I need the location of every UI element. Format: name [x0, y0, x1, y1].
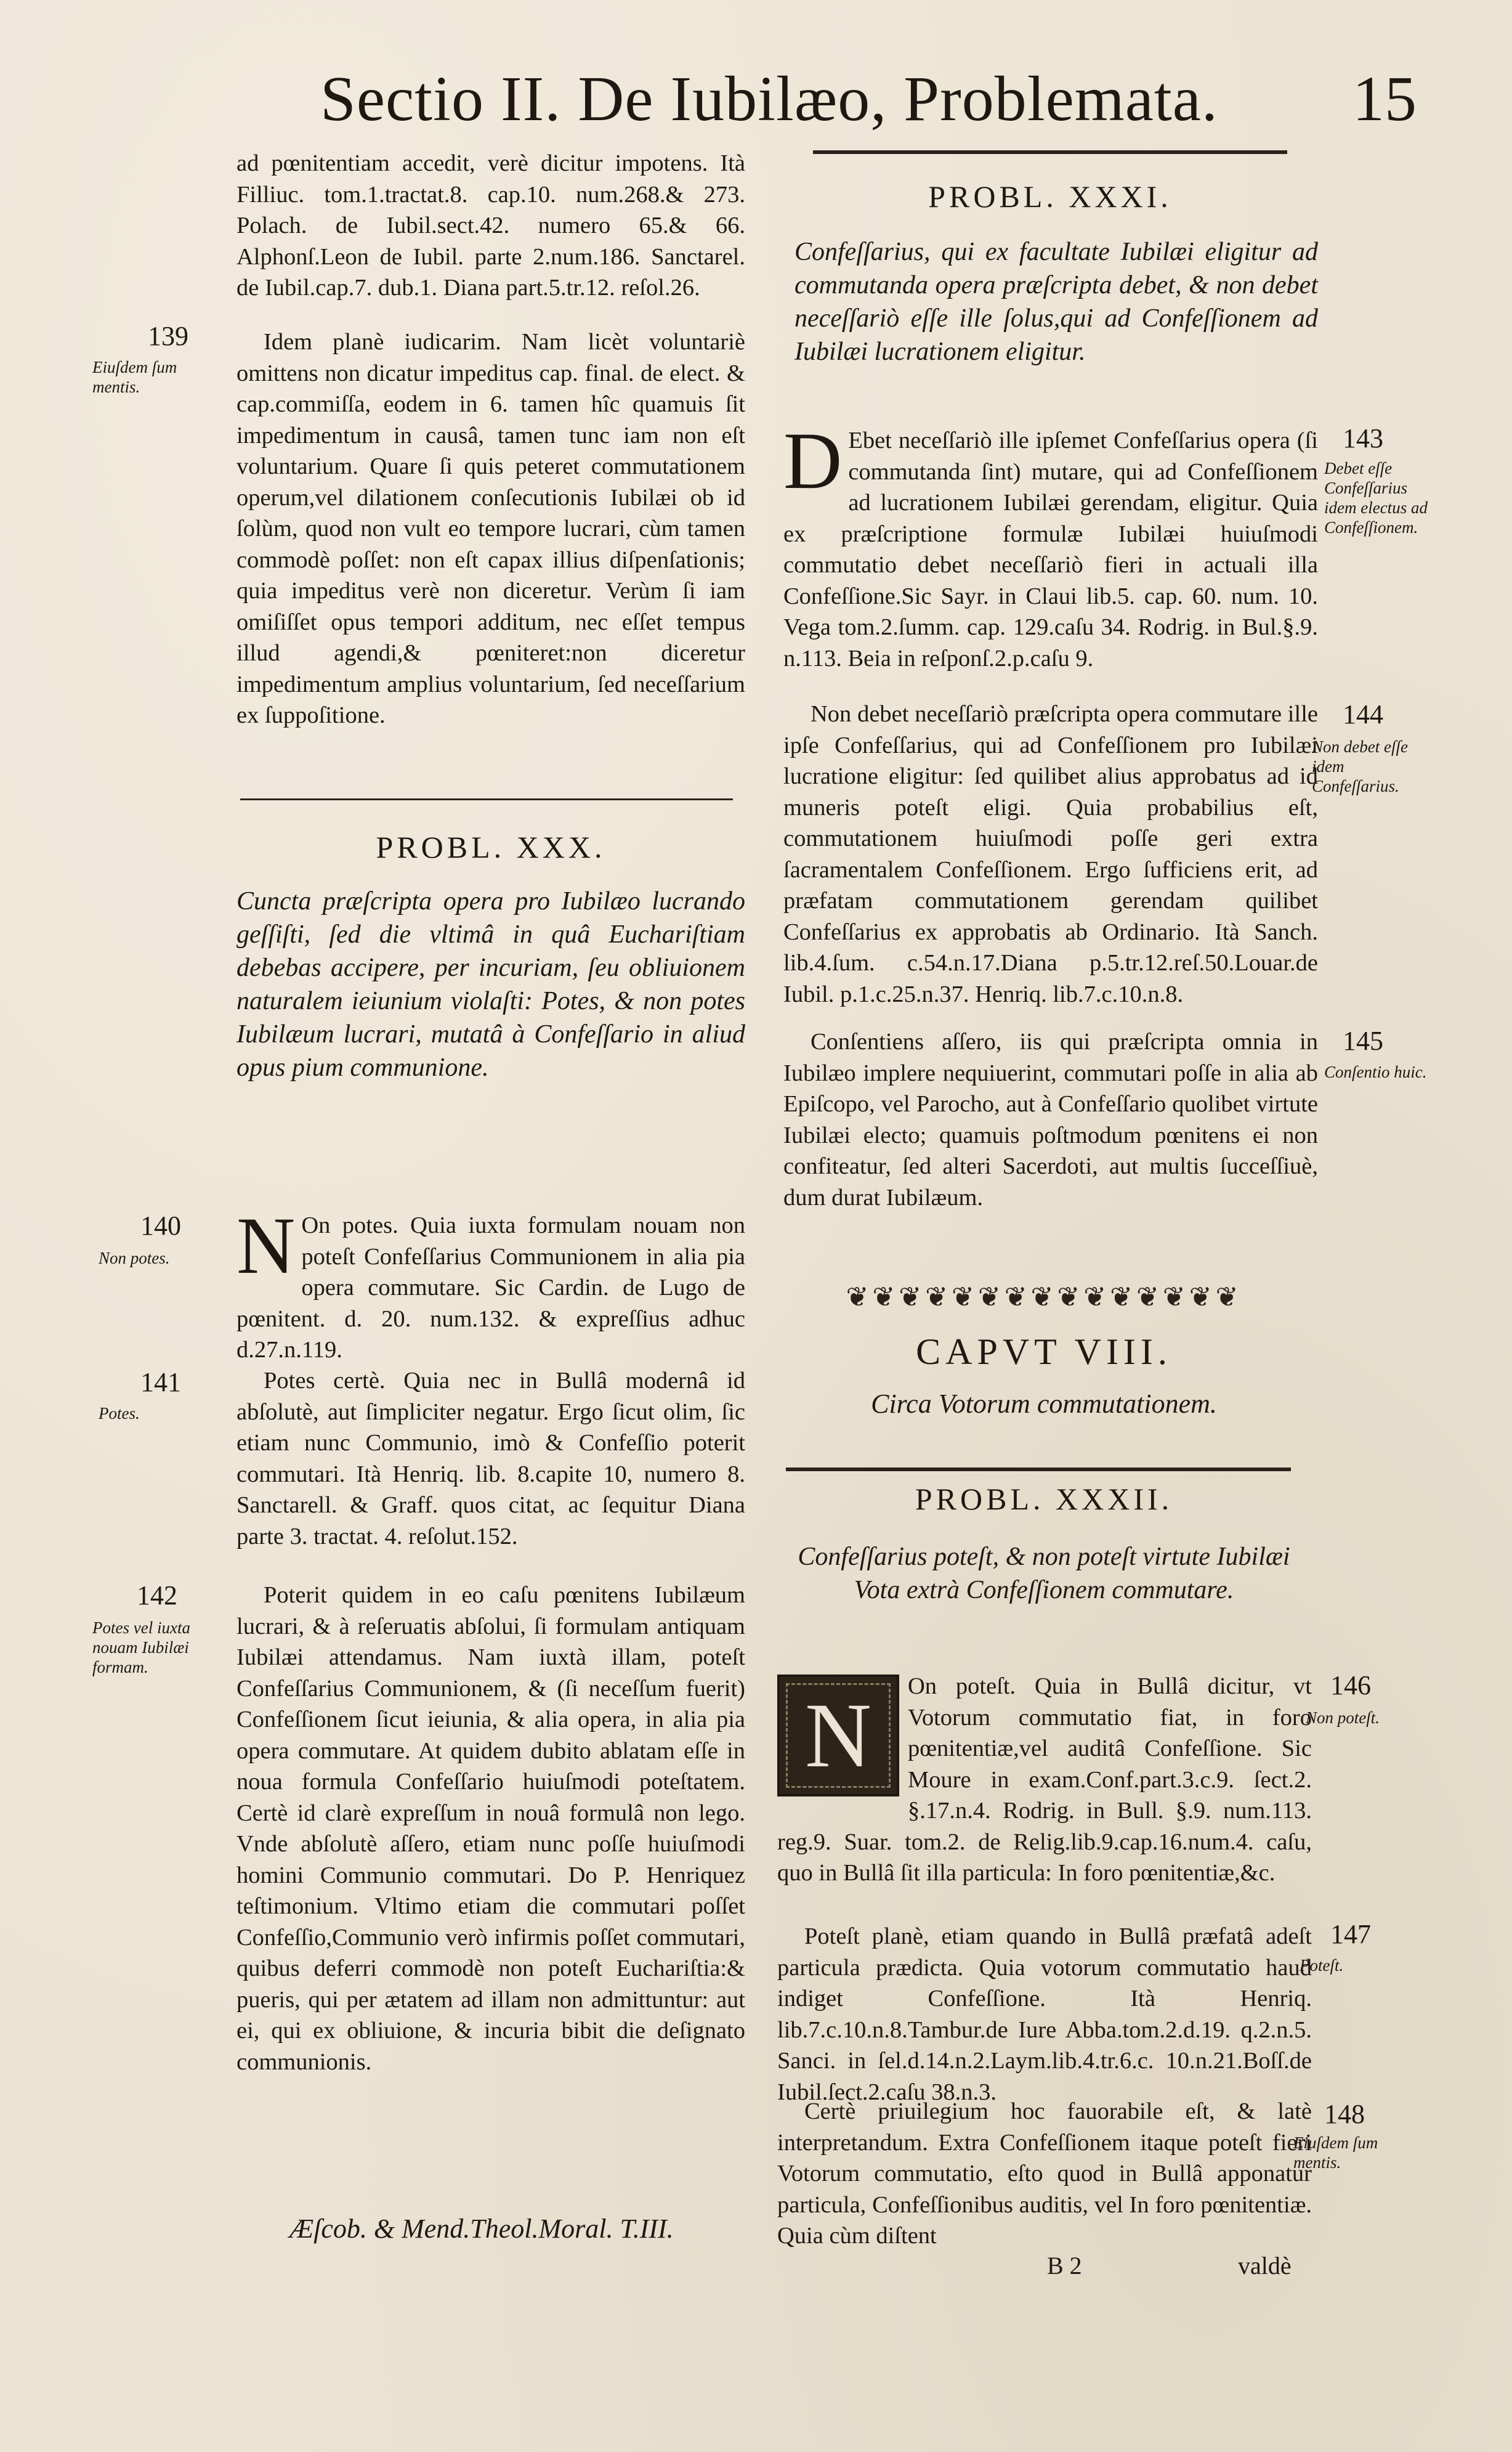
- paragraph-140: [237, 1200, 745, 1366]
- page-title: Sectio II. De Iubilæo, Problemata.: [320, 63, 1218, 134]
- paragraph-146: [777, 1671, 1312, 1889]
- running-header: [320, 62, 1417, 136]
- drop-cap-143: D: [783, 415, 843, 506]
- marginal-number-141: 141: [140, 1367, 181, 1397]
- page-number: 15: [1352, 63, 1417, 134]
- marginal-number-146: 146: [1330, 1670, 1371, 1700]
- marginal-note-142: Potes vel iuxta nouam Iubilæi formam.: [92, 1618, 190, 1676]
- paragraph-146-text: On poteſt. Quia in Bullâ dicitur, vt Votorum commutatio fiat, in foro pœnitentiæ,vel auditâ Confeſſione. Sic Moure in exam.Conf.part.3.c.9. ſect.2. §.17.n.4. Rodrig. in Bull. §.9. num.113. reg.9. Suar. tom.2. de Relig.lib.9.cap.16.num.4. caſu, quo in Bullâ ſit illa particula: In foro pœnitentiæ,&c.: [777, 1673, 1312, 1886]
- rule-before-probl-30: [240, 798, 733, 800]
- marginal-note-139: Eiuſdem ſum mentis.: [92, 358, 177, 396]
- problem-32-heading: PROBL. XXXII.: [915, 1482, 1173, 1516]
- marginal-note-141: Potes.: [99, 1404, 140, 1423]
- problem-30-heading: PROBL. XXX.: [376, 830, 606, 864]
- marginal-number-142: 142: [137, 1580, 177, 1610]
- left-paragraph-top: ad pœnitentiam accedit, verè dicitur impotens. Ità Filliuc. tom.1.tractat.8. cap.10. num.268.& 273. Polach. de Iubil.sect.42. numero 65.& 66. Alphonſ.Leon de Iubil. parte 2.num.186. Sanctarel. de Iubil.cap.7. dub.1. Diana part.5.tr.12. reſol.26.: [237, 150, 745, 301]
- marginal-number-145: 145: [1343, 1026, 1383, 1056]
- marginal-note-145: Conſentio huic.: [1324, 1063, 1427, 1081]
- drop-cap-140: N: [237, 1200, 296, 1291]
- rule-before-probl-31: [813, 150, 1287, 154]
- paragraph-143: [783, 415, 1318, 674]
- problem-30-question: Cuncta præſcripta opera pro Iubilæo lucrando geſſiſti, ſed die vltimâ in quâ Euchariſtiam debebas accipere, per incuriam, ſeu obliuionem naturalem ieiunium violaſti: Potes, & non potes Iubilæum lucrari, mutatâ à Confeſſario in aliud opus pium communione.: [237, 887, 745, 1082]
- paragraph-142: Poterit quidem in eo caſu pœnitens Iubilæum lucrari, & à reſeruatis abſolui, ſi formulam antiquam Iubilæi attendamus. Nam iuxtà illam, poteſt Confeſſarius Communionem, & (ſi neceſſum fuerit) Confeſſionem ſicut ieiunia, & alia opera, in alia pia opera commutare. At quidem dubito ablatam eſſe in noua formula Confeſſario huiuſmodi poteſtatem. Certè id clarè expreſſum in nouâ formulâ non lego. Vnde abſolutè aſſero, etiam nunc poſſe huiuſmodi homini Communio commutari. Do P. Henriquez teſtimonium. Vltimo etiam die commutari poſſet Confeſſio,Communio verò infirmis poſſet commutari, quibus deferri commodè non poteſt Euchariſtia:& pueris, qui per ætatem ad illam non admittuntur: aut ei, qui ex obliuione, & incuria bibit die deſignato communionis.: [237, 1582, 745, 2075]
- chapter-subtitle: Circa Votorum commutationem.: [871, 1389, 1217, 1419]
- problem-32-question: Confeſſarius poteſt, & non poteſt virtute Iubilæi Vota extrà Confeſſionem commutare.: [798, 1543, 1290, 1604]
- paragraph-148: Certè priuilegium hoc fauorabile eſt, & latè interpretandum. Extra Confeſſionem itaque poteſt fieri Votorum commutatio, eſto quod in Bullâ apponatur particula, Confeſſionibus auditis, vel In foro pœnitentiæ. Quia cùm diſtent: [777, 2098, 1312, 2249]
- catchword: valdè: [1238, 2252, 1292, 2279]
- signature-line: Æſcob. & Mend.Theol.Moral. T.III.: [289, 2214, 674, 2244]
- marginal-note-144: Non debet eſſe idem Confeſſarius.: [1312, 737, 1408, 795]
- paragraph-144: Non debet neceſſariò præſcripta opera commutare ille ipſe Confeſſarius, qui ad Confeſſionem pro Iubilæi lucratione eligitur: ſed quilibet alius approbatus ad id muneris poteſt eligi. Quia probabilius eſt, commutationem huiuſmodi poſſe geri extra ſacramentalem Confeſſionem. Ergo ſufficiens erit, ad præfatam commutationem gerendam quilibet Confeſſarius ex approbatis ab Ordinario. Ità Sanch. lib.4.ſum. c.54.n.17.Diana p.5.tr.12.reſ.50.Louar.de Iubil. p.1.c.25.n.37. Henriq. lib.7.c.10.n.8.: [783, 701, 1318, 1007]
- problem-31-question: Confeſſarius, qui ex facultate Iubilæi eligitur ad commutanda opera præſcripta debet, & non debet neceſſariò eſſe ille ſolus,qui ad Confeſſionem ad Iubilæi lucrationem eligitur.: [794, 238, 1318, 366]
- problem-31-heading: PROBL. XXXI.: [928, 179, 1172, 214]
- rule-before-probl-32: [786, 1468, 1291, 1471]
- marginal-number-140: 140: [140, 1211, 181, 1241]
- decorated-initial-n: N: [777, 1675, 899, 1796]
- paragraph-145: Conſentiens aſſero, iis qui præſcripta omnia in Iubilæo implere nequiuerint, commutari poſſe in alia ab Epiſcopo, vel Parocho, aut à Confeſſario quolibet virtute Iubilæi electo; quamuis poſtmodum pœnitens ei non confiteatur, ſed alteri Sacerdoti, aut multis ſucceſſiuè, dum durat Iubilæum.: [783, 1029, 1318, 1211]
- marginal-note-143: Debet eſſe Confeſſarius idem electus ad Confeſſionem.: [1324, 459, 1428, 537]
- signature-mark: B 2: [1047, 2252, 1082, 2279]
- paragraph-141: Potes certè. Quia nec in Bullâ modernâ id abſolutè, aut ſimpliciter negatur. Ergo ſicut olim, ſic etiam nunc Communio, imò & Confeſſio poterit commutari. Ità Henriq. lib. 8.capite 10, numero 8. Sanctarell. & Graff. quos citat, ac ſequitur Diana parte 3. tractat. 4. reſolut.152.: [237, 1368, 745, 1549]
- paragraph-147: Poteſt planè, etiam quando in Bullâ præfatâ adeſt particula prædicta. Quia votorum commutatio haud indiget Confeſſione. Ità Henriq. lib.7.c.10.n.8.Tambur.de Iure Abba.tom.2.d.19. q.2.n.5. Sanci. in ſel.d.14.n.2.Laym.lib.4.tr.6.c. 10.n.21.Boſſ.de Iubil.ſect.2.caſu 38.n.3.: [777, 1923, 1312, 2105]
- marginal-note-146: Non poteſt.: [1306, 1708, 1380, 1727]
- marginal-note-148: Eiuſdem ſum mentis.: [1293, 2133, 1378, 2172]
- marginal-number-143: 143: [1343, 423, 1383, 453]
- paragraph-139: Idem planè iudicarim. Nam licèt voluntariè omittens non dicatur impeditus cap. final. de elect. & cap.commiſſa, eodem in 6. tamen hîc quamuis ſit impedimentum in causâ, tamen tunc iam non eſt voluntarium. Quare ſi quis peteret commutationem operum,vel dilationem conſecutionis Iubilæi ob id ſolùm, quod non vult eo tempore lucrari, cùm tamen commodè poſſet: non eſt capax illius diſpenſationis; quia impeditus verè non diceretur. Verùm ſi iam omiſiſſet opus tempori additum, nec eſſet tempus illud agendi,& pœniteret:non diceretur impedimentum amplius voluntarium, ſed neceſſarium ex ſuppoſitione.: [237, 329, 745, 728]
- marginal-note-140: Non potes.: [99, 1249, 170, 1267]
- ornamental-band: ❦❦❦❦❦❦❦❦❦❦❦❦❦❦❦: [846, 1282, 1242, 1312]
- marginal-number-139: 139: [148, 321, 188, 351]
- marginal-number-147: 147: [1330, 1919, 1371, 1949]
- marginal-number-148: 148: [1324, 2099, 1365, 2129]
- marginal-note-147: Poteſt.: [1300, 1956, 1344, 1975]
- chapter-heading: CAPVT VIII.: [916, 1331, 1172, 1372]
- paragraph-140-text: On potes. Quia iuxta formulam nouam non poteſt Confeſſarius Communionem in alia pia opera commutare. Sic Cardin. de Lugo de pœnitent. d. 20. num.132. & expreſſius adhuc d.27.n.119.: [237, 1212, 745, 1363]
- marginal-number-144: 144: [1343, 699, 1383, 729]
- paragraph-143-text: Ebet neceſſariò ille ipſemet Confeſſarius opera (ſi commutanda ſint) mutare, qui ad Confeſſionem ad lucrationem Iubilæi gerendam, eligitur. Quia ex præſcriptione formulæ Iubilæi huiuſmodi commutatio debet neceſſariò fieri in actuali illa Confeſſione.Sic Sayr. in Claui lib.5. cap. 60. num. 10. Vega tom.2.ſumm. cap. 129.caſu 34. Rodrig. in Bul.§.9. n.113. Beia in reſponſ.2.p.caſu 9.: [783, 428, 1318, 672]
